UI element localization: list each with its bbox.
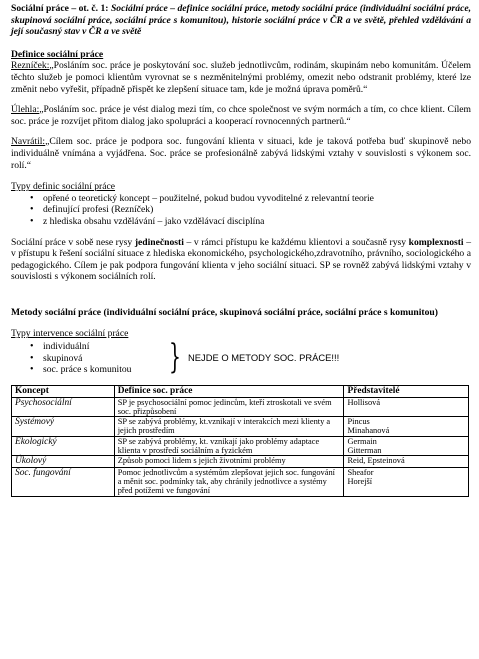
list-item: • z hlediska obsahu vzdělávání – jako vzdělávací disciplína <box>43 216 471 228</box>
table-row <box>12 468 469 497</box>
right-brace-icon: } <box>169 337 181 378</box>
quote-text: „Cílem soc. práce je podpora soc. fungování klienta v situaci, kde je taková potřeba buď skupinově nebo individuálně vnímána a vyjádřena. Soc. práce se profesionálně zabývá lidskými vztahy v souvislosti s výkonem soc. rolí.“ <box>11 136 471 171</box>
list-item: • opřené o teoretický koncept – použitelné, pokud budou vyvoditelné z relevantní teorie <box>43 193 471 205</box>
document-page <box>11 3 471 497</box>
interventions-block <box>11 337 471 378</box>
quote-author: Navrátil: <box>11 136 46 148</box>
table-cell: SP je psychosociální pomoc jedincům, kteří ztroskotali ve svém soc. přizpůsobení <box>114 397 344 416</box>
definitions-heading: Definice sociální práce <box>11 48 104 60</box>
title-lead: Sociální práce – ot. č. 1: <box>11 3 111 14</box>
table-cell: Psychosociální <box>12 397 115 416</box>
quote-reznicek <box>11 60 471 95</box>
table-cell: Ekologický <box>12 436 115 455</box>
summary-text: – v rámci přístupu ke každému klientovi a současně rysy <box>183 236 409 248</box>
table-cell: Úkolový <box>12 456 115 468</box>
table-row <box>12 456 469 468</box>
summary-text: Sociální práce v sobě nese rysy <box>11 236 135 248</box>
quote-ulehla <box>11 104 471 127</box>
summary-bold: jedinečnosti <box>134 236 184 248</box>
table-cell: Systémový <box>12 417 115 436</box>
summary-bold: komplexnosti <box>408 236 464 248</box>
quote-navratil <box>11 136 471 171</box>
quote-author: Rezníček: <box>11 60 50 72</box>
table-cell: SP se zabývá problémy, kt. vznikají jako problémy adaptace klienta v prostředí sociálním a fyzickém <box>114 436 344 455</box>
table-cell: Reid, Epsteinová <box>344 456 469 468</box>
title-topic: Sociální práce – definice sociální práce, metody sociální práce (individuální sociální práce, skupinová sociální práce, sociální práce s komunitou), historie sociální práce v ČR a ve světě, přehled vzdělávání a její současný stav v ČR a ve světě <box>11 3 471 38</box>
document-title <box>11 3 471 38</box>
table-header: Definice soc. práce <box>114 385 344 397</box>
table-row <box>12 417 469 436</box>
table-cell: Hollisová <box>344 397 469 416</box>
table-cell: Pincus Minahanová <box>344 417 469 436</box>
types-list <box>11 193 471 228</box>
summary-text: – v přístupu k řešení sociální situace z hlediska ekonomického, psychologického,zdravotního, právního, sociologického a pedagogického. Cílem je pak podpora fungování klienta v jeho sociální situaci. SP se rovněž zabývá lidskými vztahy v souvislosti s výkonem sociálních rolí. <box>11 236 471 283</box>
list-item: • definující profesi (Rezníček) <box>43 204 471 216</box>
types-heading: Typy definic sociální práce <box>11 181 116 193</box>
concepts-table <box>11 385 469 497</box>
table-cell: Soc. fungování <box>12 468 115 497</box>
table-cell: SP se zabývá problémy, kt.vznikají v interakcích mezi klienty a jejich prostředím <box>114 417 344 436</box>
table-cell: Sheafor Horejší <box>344 468 469 497</box>
interventions-heading: Typy intervence sociální práce <box>11 328 129 340</box>
not-methods-note: NEJDE O METODY SOC. PRÁCE!!! <box>188 352 340 364</box>
methods-heading: Metody sociální práce (individuální sociální práce, skupinová sociální práce, sociální práce s komunitou) <box>11 306 438 318</box>
table-cell: Germain Gitterman <box>344 436 469 455</box>
table-cell: Pomoc jednotlivcům a systémům zlepšovat jejich soc. fungování a měnit soc. podmínky tak, aby chránily jednotlivce a systémy před potížemi ve fungování <box>114 468 344 497</box>
list-item: • soc. práce s komunitou <box>43 364 471 376</box>
table-row <box>12 397 469 416</box>
table-cell: Způsob pomoci lidem s jejich životními problémy <box>114 456 344 468</box>
quote-text: „Posláním soc. práce je poskytování soc. služeb jednotlivcům, rodinám, skupinám nebo komunitám. Účelem těchto služeb je pomoci klientům vyrovnat se s nezměnitelnými problémy, omezit nebo odstranit problémy, které lze změnit nebo vyřešit, případně přispět ke zlepšení situace tam, kde je možná úprava poměrů.“ <box>11 60 471 95</box>
list-item: • individuální <box>43 341 471 353</box>
quote-text: „Posláním soc. práce je vést dialog mezi tím, co chce společnost ve svým normách a tím, co chce klient. Cílem soc. práce je rozvíjet přitom dialog jako spolupráci a kooperací rovnocenných partnerů.“ <box>11 104 471 127</box>
quote-author: Úlehla: <box>11 104 40 116</box>
table-row <box>12 436 469 455</box>
summary-paragraph <box>11 237 471 283</box>
table-header: Koncept <box>12 385 115 397</box>
table-header-row <box>12 385 469 397</box>
list-item: • skupinová <box>43 353 471 365</box>
table-header: Představitelé <box>344 385 469 397</box>
